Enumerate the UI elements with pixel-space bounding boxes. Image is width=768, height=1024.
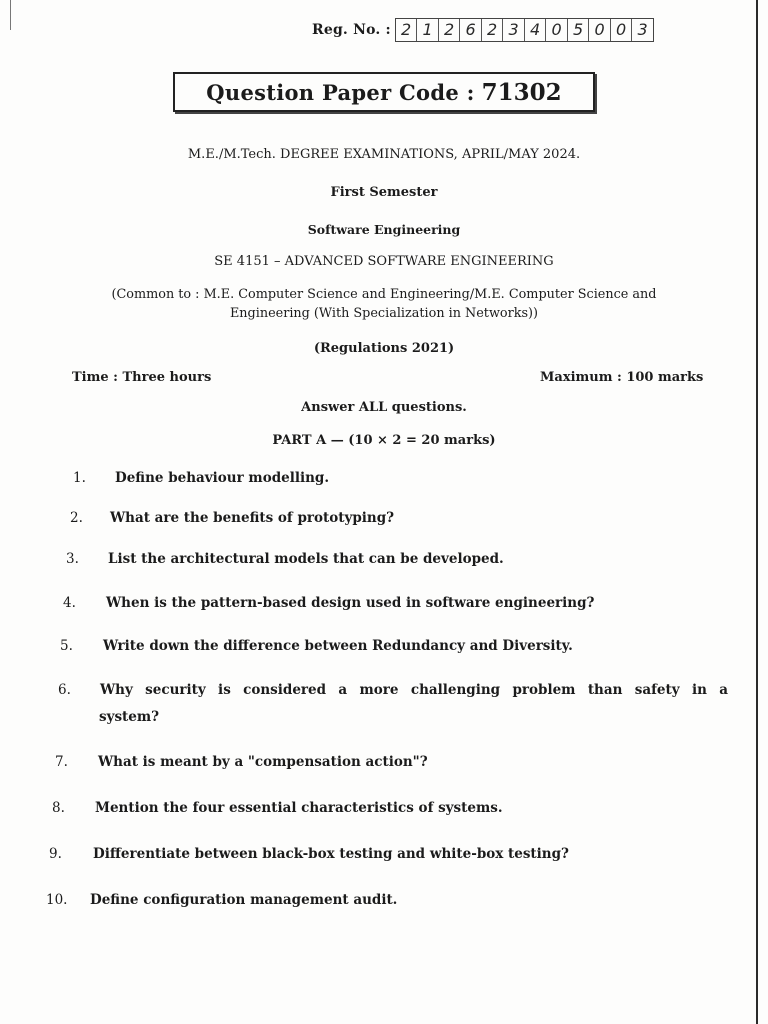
question-text-continued: system? <box>99 709 160 725</box>
question-number: 7. <box>55 754 68 770</box>
question-paper-code-label: Question Paper Code : <box>206 79 475 105</box>
reg-digit: 3 <box>503 19 525 41</box>
question-number: 9. <box>49 846 62 862</box>
reg-digit: 6 <box>460 19 482 41</box>
common-to-line-2: Engineering (With Specialization in Networks)) <box>229 306 539 321</box>
question-item <box>0 633 768 663</box>
question-text: List the architectural models that can be developed. <box>108 551 504 567</box>
question-number: 1. <box>73 470 86 486</box>
regulations: (Regulations 2021) <box>313 341 455 356</box>
question-paper-code-box <box>173 72 595 112</box>
question-item <box>0 677 768 733</box>
branch: Software Engineering <box>307 222 461 237</box>
page-edge-mark <box>10 0 11 30</box>
exam-title: M.E./M.Tech. DEGREE EXAMINATIONS, APRIL/MAY 2024. <box>187 147 581 162</box>
reg-digit: 5 <box>568 19 590 41</box>
question-number: 5. <box>60 638 73 654</box>
reg-digit: 2 <box>439 19 461 41</box>
reg-number-boxes <box>395 18 654 42</box>
question-number: 10. <box>46 892 68 908</box>
question-text: Why security is considered a more challenging problem than safety in a <box>100 682 728 698</box>
question-text: Define configuration management audit. <box>90 892 398 908</box>
question-text: When is the pattern-based design used in software engineering? <box>106 595 595 611</box>
reg-digit: 2 <box>396 19 418 41</box>
reg-digit: 3 <box>637 20 648 39</box>
question-item <box>0 887 768 917</box>
question-number: 6. <box>58 682 71 698</box>
semester: First Semester <box>330 185 438 200</box>
reg-number <box>312 18 654 42</box>
question-text: Differentiate between black-box testing and white-box testing? <box>93 846 569 862</box>
reg-digit: 0 <box>589 19 611 41</box>
question-item <box>0 505 768 535</box>
question-text: Mention the four essential characteristics of systems. <box>95 800 503 816</box>
question-text: Write down the difference between Redundancy and Diversity. <box>103 638 573 654</box>
question-item <box>0 749 768 779</box>
reg-digit: 0 <box>546 19 568 41</box>
question-item <box>0 590 768 620</box>
question-item <box>0 841 768 871</box>
question-number: 8. <box>52 800 65 816</box>
question-item <box>0 465 768 495</box>
reg-digit: 2 <box>482 19 504 41</box>
question-text: Define behaviour modelling. <box>115 470 330 486</box>
subject-title: SE 4151 – ADVANCED SOFTWARE ENGINEERING <box>214 254 554 269</box>
maximum-marks: Maximum : 100 marks <box>540 370 704 385</box>
reg-number-label: Reg. No. : <box>312 22 391 38</box>
instruction: Answer ALL questions. <box>301 400 467 415</box>
reg-digit: 4 <box>525 19 547 41</box>
question-text: What are the benefits of prototyping? <box>110 510 395 526</box>
question-item <box>0 546 768 576</box>
reg-digit: 0 <box>611 19 633 41</box>
time-allowed: Time : Three hours <box>72 370 212 385</box>
question-number: 4. <box>63 595 76 611</box>
common-to-line-1: (Common to : M.E. Computer Science and Engineering/M.E. Computer Science and <box>111 287 657 302</box>
question-number: 2. <box>70 510 83 526</box>
question-item <box>0 795 768 825</box>
reg-digit: 1 <box>417 19 439 41</box>
question-number: 3. <box>66 551 79 567</box>
part-heading: PART A — (10 × 2 = 20 marks) <box>272 433 496 448</box>
question-paper-code: 71302 <box>481 78 562 106</box>
question-text: What is meant by a "compensation action"? <box>98 754 428 770</box>
